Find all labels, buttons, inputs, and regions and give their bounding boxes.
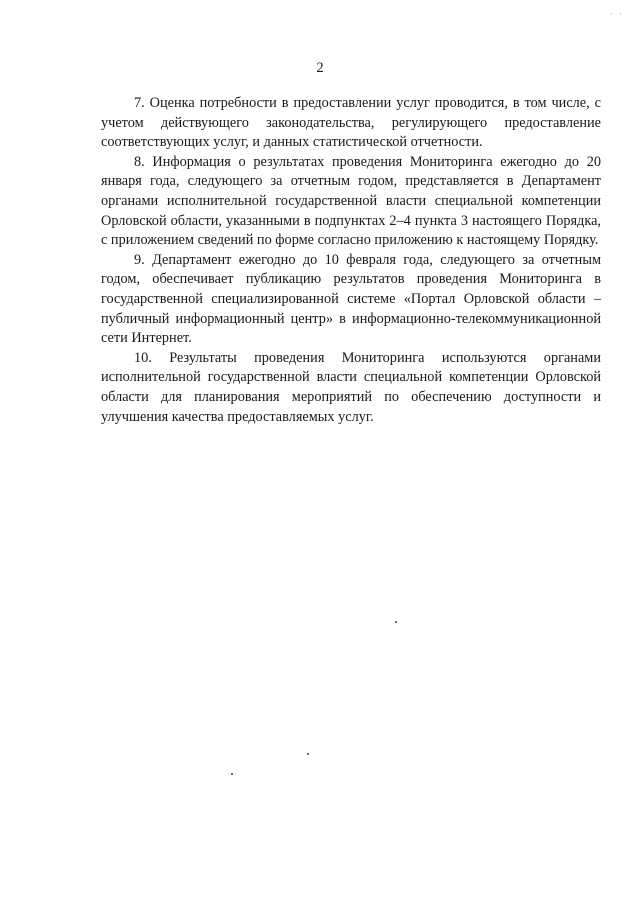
scan-artifact-icon: ˙ ˙: [609, 12, 624, 22]
scan-speck-icon: [231, 773, 233, 775]
paragraph-10: 10. Результаты проведения Мониторинга используются органами исполнительной государственной власти специальной компетенции Орловской области для планирования мероприятий по обеспечению доступности и улучшения качества предоставляемых услуг.: [101, 349, 601, 425]
document-body: [101, 94, 601, 427]
paragraph-8: 8. Информация о результатах проведения Мониторинга ежегодно до 20 января года, следующего за отчетным годом, представляется в Департамент органами исполнительной государственной власти специальной компетенции Орловской области, указанными в подпунктах 2–4 пункта 3 настоящего Порядка, с приложением сведений по форме согласно приложению к настоящему Порядку.: [101, 153, 601, 249]
scan-speck-icon: [395, 621, 397, 623]
paragraph-7: 7. Оценка потребности в предоставлении услуг проводится, в том числе, с учетом действующего законодательства, регулирующего предоставление соответствующих услуг, и данных статистической отчетности.: [101, 95, 601, 151]
paragraph-9: 9. Департамент ежегодно до 10 февраля года, следующего за отчетным годом, обеспечивает публикацию результатов проведения Мониторинга в государственной специализированной системе «Портал Орловской области – публичный информационный центр» в информационно-телекоммуникационной сети Интернет.: [101, 251, 601, 347]
scan-speck-icon: [307, 753, 309, 755]
page-number: 2: [316, 60, 324, 76]
